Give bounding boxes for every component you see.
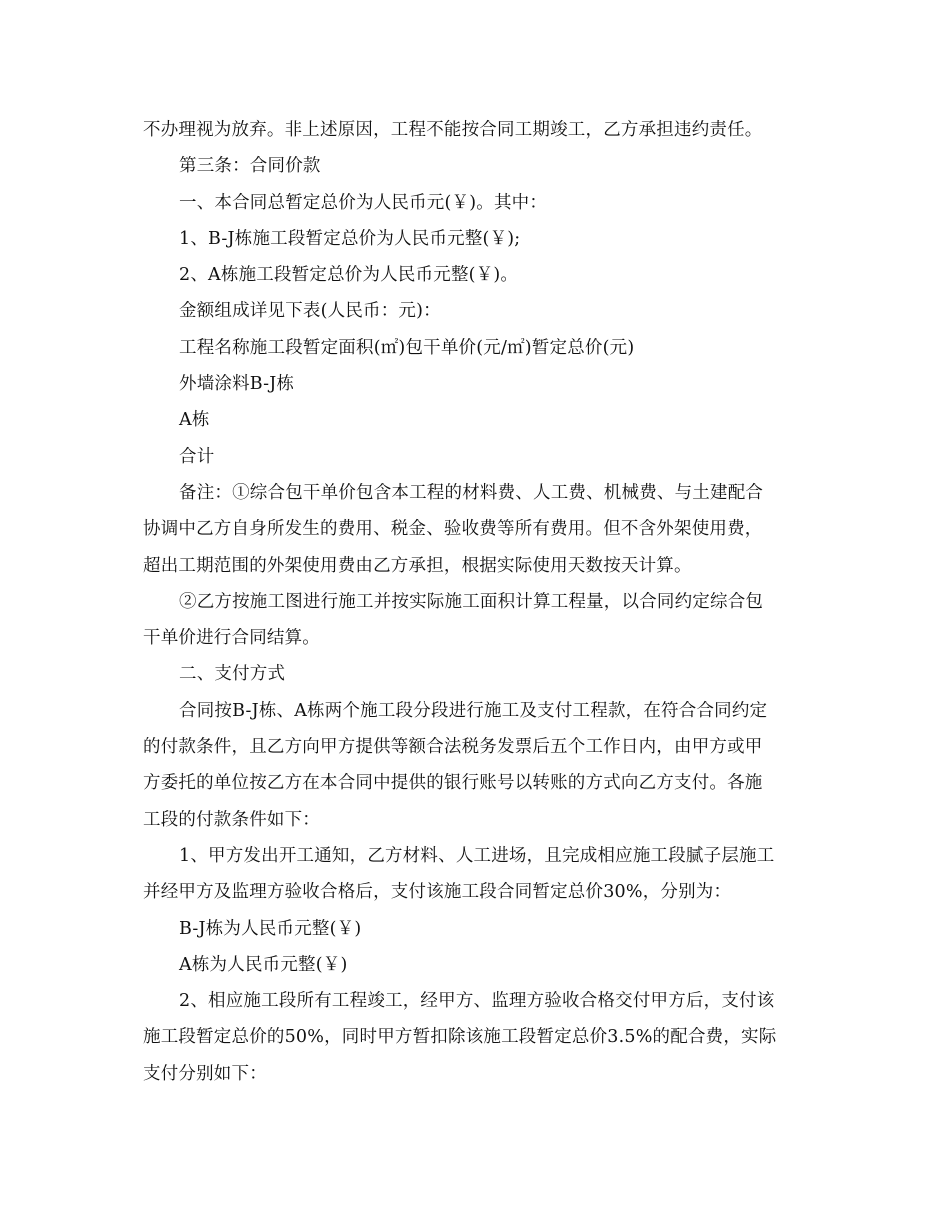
table-header-line: 工程名称施工段暂定面积(㎡)包干单价(元/㎡)暂定总价(元) <box>179 337 635 358</box>
table-row-line: A栋 <box>179 410 210 431</box>
contract-text-block <box>143 112 813 1092</box>
text-line: 方委托的单位按乙方在本合同中提供的银行账号以转账的方式向乙方支付。各施 <box>143 773 763 794</box>
text-line: ②乙方按施工图进行施工并按实际施工面积计算工程量，以合同约定综合包 <box>179 591 764 612</box>
text-line: 金额组成详见下表(人民币：元)： <box>179 301 441 322</box>
text-line: B-J栋为人民币元整(￥) <box>179 918 362 939</box>
text-line: 2、A栋施工段暂定总价为人民币元整(￥)。 <box>179 265 519 286</box>
text-line: 不办理视为放弃。非上述原因，工程不能按合同工期竣工，乙方承担违约责任。 <box>143 120 763 140</box>
text-line: 协调中乙方自身所发生的费用、税金、验收费等所有费用。但不含外架使用费， <box>143 519 763 540</box>
text-line: 超出工期范围的外架使用费由乙方承担，根据实际使用天数按天计算。 <box>143 555 692 576</box>
text-line: A栋为人民币元整(￥) <box>179 954 348 975</box>
text-line: 1、B-J栋施工段暂定总价为人民币元整(￥); <box>179 228 521 249</box>
text-line: 1、甲方发出开工通知，乙方材料、人工进场，且完成相应施工段腻子层施工 <box>179 845 775 866</box>
text-line: 施工段暂定总价的50%，同时甲方暂扣除该施工段暂定总价3.5%的配合费，实际 <box>143 1027 777 1048</box>
text-line: 工段的付款条件如下： <box>143 809 320 830</box>
text-line: 一、本合同总暂定总价为人民币元(￥)。其中： <box>179 192 548 213</box>
text-line: 并经甲方及监理方验收合格后，支付该施工段合同暂定总价30%，分别为： <box>143 882 732 903</box>
section-heading-payment: 二、支付方式 <box>179 664 286 685</box>
text-line: 合同按B-J栋、A栋两个施工段分段进行施工及支付工程款，在符合合同约定 <box>179 700 768 721</box>
text-line: 的付款条件，且乙方向甲方提供等额合法税务发票后五个工作日内，由甲方或甲 <box>143 737 763 758</box>
text-line: 备注：①综合包干单价包含本工程的材料费、人工费、机械费、与土建配合 <box>179 482 764 503</box>
table-total-line: 合计 <box>179 446 215 467</box>
text-line: 支付分别如下： <box>143 1063 267 1084</box>
table-row-line: 外墙涂料B-J栋 <box>179 374 295 395</box>
section-heading-article-3: 第三条：合同价款 <box>179 156 321 177</box>
text-line: 干单价进行合同结算。 <box>143 628 320 649</box>
text-line: 2、相应施工段所有工程竣工，经甲方、监理方验收合格交付甲方后，支付该 <box>179 991 775 1012</box>
